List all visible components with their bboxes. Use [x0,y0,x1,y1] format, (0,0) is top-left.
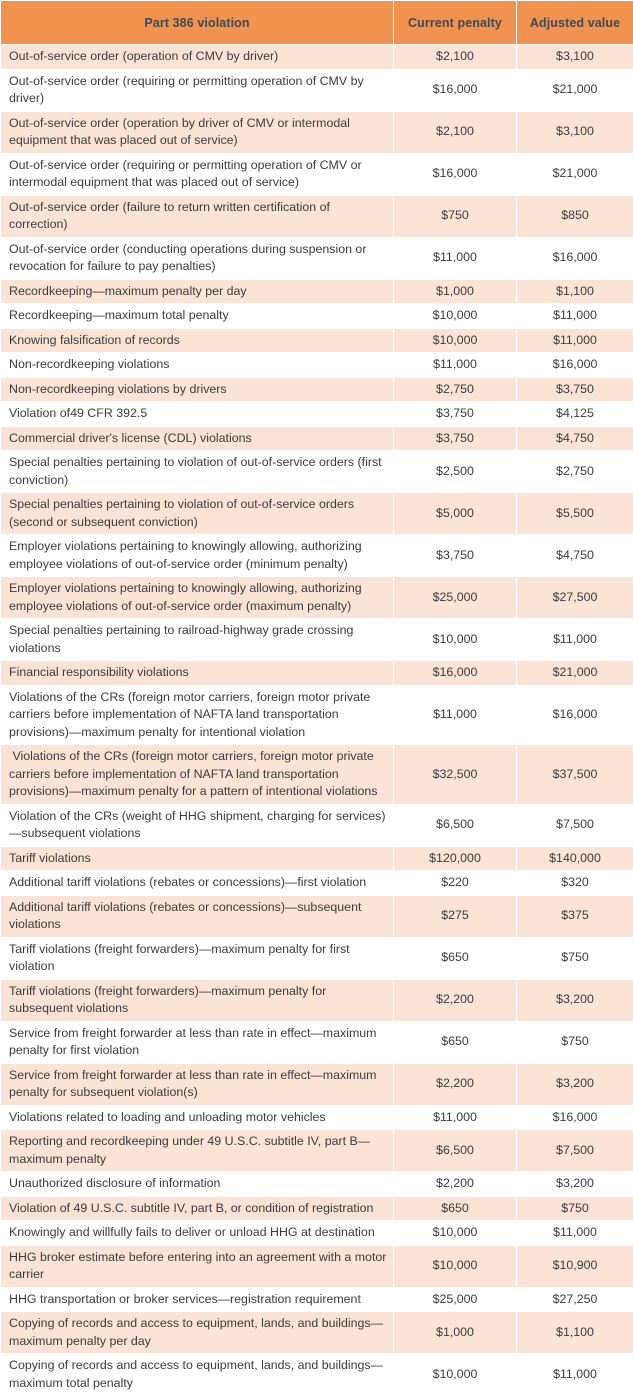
table-row [1,1106,633,1130]
cell-current-penalty: $10,000 [394,329,516,353]
cell-violation [1,304,393,328]
cell-violation [1,535,393,576]
cell-adjusted-value: $320 [517,871,633,895]
violation-text: Violations of the CRs (foreign motor carriers, foreign motor private carriers before implementation of NAFTA land transportation provisions)—maximum penalty for intentional violation [9,689,374,739]
cell-violation [1,1197,393,1221]
cell-violation [1,154,393,195]
cell-current-penalty: $10,000 [394,304,516,328]
cell-violation [1,402,393,426]
violation-text: Commercial driver's license (CDL) violations [9,430,252,445]
cell-violation [1,1130,393,1171]
table-row [1,1354,633,1395]
column-header-adjusted-value: Adjusted value [517,1,633,44]
cell-current-penalty: $2,500 [394,451,516,492]
cell-violation [1,619,393,660]
cell-current-penalty: $1,000 [394,1312,516,1353]
table-row [1,661,633,685]
violation-text: Unauthorized disclosure of information [9,1176,221,1190]
cell-adjusted-value: $11,000 [517,304,633,328]
table-row [1,280,633,304]
cell-violation [1,1221,393,1245]
cell-adjusted-value: $4,750 [517,427,633,451]
violation-text: Recordkeeping—maximum total penalty [9,308,229,322]
table-row [1,378,633,402]
table-row [1,619,633,660]
cell-violation [1,1246,393,1287]
table-row [1,451,633,492]
cell-adjusted-value: $1,100 [517,1312,633,1353]
violation-text: Non-recordkeeping violations by drivers [9,381,227,396]
cell-violation [1,353,393,377]
cell-violation [1,1288,393,1312]
violation-text: HHG broker estimate before entering into an agreement with a motor carrier [9,1249,390,1281]
cell-violation [1,238,393,279]
cell-adjusted-value: $11,000 [517,619,633,660]
cell-violation [1,427,393,451]
cell-adjusted-value: $21,000 [517,154,633,195]
cell-violation [1,745,393,804]
table-row [1,402,633,426]
cell-violation [1,280,393,304]
table-row [1,535,633,576]
violation-text: Out-of-service order (requiring or permitting operation of CMV or intermodal equipment that was placed out of service) [9,157,366,189]
cell-adjusted-value: $375 [517,896,633,937]
cell-current-penalty: $10,000 [394,1354,516,1395]
violation-text: Violation of49 CFR 392.5 [9,406,148,420]
violation-text: Special penalties pertaining to violation of out-of-service orders (first conviction) [9,455,386,487]
cell-current-penalty: $2,200 [394,980,516,1021]
cell-adjusted-value: $16,000 [517,686,633,745]
cell-adjusted-value: $16,000 [517,353,633,377]
violation-text: Non-recordkeeping violations [9,357,170,371]
table-row [1,304,633,328]
table-row [1,896,633,937]
cell-violation [1,329,393,353]
cell-adjusted-value: $5,500 [517,493,633,534]
table-row [1,154,633,195]
cell-current-penalty: $25,000 [394,1288,516,1312]
cell-adjusted-value: $750 [517,1022,633,1063]
violation-text: Employer violations pertaining to knowingly allowing, authorizing employee violations of out-of-service order (minimum penalty) [9,539,366,571]
table-row [1,1064,633,1105]
cell-violation [1,896,393,937]
table-body [1,45,633,1395]
cell-adjusted-value: $3,200 [517,1064,633,1105]
cell-violation [1,938,393,979]
cell-current-penalty: $120,000 [394,847,516,871]
table-row [1,238,633,279]
cell-violation [1,1064,393,1105]
cell-current-penalty: $3,750 [394,535,516,576]
violation-text: Copying of records and access to equipment, lands, and buildings—maximum total penalty [9,1358,384,1390]
cell-adjusted-value: $1,100 [517,280,633,304]
cell-current-penalty: $275 [394,896,516,937]
cell-current-penalty: $16,000 [394,661,516,685]
violation-text: Out-of-service order (failure to return written certification of correction) [9,199,334,231]
table-row [1,1246,633,1287]
violation-text: Financial responsibility violations [9,665,189,679]
violation-text: Reporting and recordkeeping under 49 U.S.C. subtitle IV, part B—maximum penalty [9,1134,371,1166]
cell-violation [1,577,393,618]
cell-violation [1,1312,393,1353]
cell-current-penalty: $1,000 [394,280,516,304]
cell-current-penalty: $11,000 [394,238,516,279]
cell-adjusted-value: $16,000 [517,1106,633,1130]
cell-violation [1,378,393,402]
cell-violation [1,1172,393,1196]
column-header-violation: Part 386 violation [1,1,393,44]
violation-text: Out-of-service order (conducting operations during suspension or revocation for failure to pay penalties) [9,241,370,273]
violation-text: Violations of the CRs (foreign motor carriers, foreign motor private carriers before implementation of NAFTA land transportation provisions)—maximum penalty for a pattern of intentional violations [9,749,378,798]
cell-violation [1,45,393,69]
violation-text: Violations related to loading and unloading motor vehicles [9,1109,326,1124]
cell-adjusted-value: $3,200 [517,1172,633,1196]
cell-violation [1,980,393,1021]
cell-current-penalty: $16,000 [394,154,516,195]
cell-adjusted-value: $7,500 [517,1130,633,1171]
table-header-row [1,1,633,44]
cell-adjusted-value: $11,000 [517,329,633,353]
cell-violation [1,805,393,846]
cell-current-penalty: $6,500 [394,805,516,846]
cell-adjusted-value: $11,000 [517,1354,633,1395]
table-row [1,805,633,846]
violation-text: Additional tariff violations (rebates or concessions)—subsequent violations [9,899,365,931]
cell-violation [1,493,393,534]
cell-current-penalty: $650 [394,1022,516,1063]
cell-violation [1,847,393,871]
cell-current-penalty: $750 [394,196,516,237]
cell-adjusted-value: $37,500 [517,745,633,804]
violation-text: Special penalties pertaining to railroad-highway grade crossing violations [9,623,357,655]
cell-current-penalty: $10,000 [394,1221,516,1245]
cell-adjusted-value: $27,250 [517,1288,633,1312]
cell-adjusted-value: $4,125 [517,402,633,426]
cell-adjusted-value: $4,750 [517,535,633,576]
cell-violation [1,871,393,895]
table-row [1,871,633,895]
violation-text: Service from freight forwarder at less than rate in effect—maximum penalty for first violation [9,1025,380,1057]
table-row [1,1172,633,1196]
cell-adjusted-value: $27,500 [517,577,633,618]
violation-text: Knowingly and willfully fails to deliver or unload HHG at destination [9,1225,375,1239]
cell-current-penalty: $11,000 [394,353,516,377]
table-row [1,353,633,377]
violation-text: Service from freight forwarder at less than rate in effect—maximum penalty for subsequent violation(s) [9,1067,380,1099]
violation-text: Tariff violations (freight forwarders)—maximum penalty for subsequent violations [9,983,330,1015]
violation-text: Copying of records and access to equipment, lands, and buildings—maximum penalty per day [9,1316,384,1348]
cell-adjusted-value: $3,100 [517,112,633,153]
violation-text: HHG transportation or broker services—registration requirement [9,1291,361,1306]
cell-current-penalty: $6,500 [394,1130,516,1171]
cell-violation [1,1106,393,1130]
cell-adjusted-value: $11,000 [517,1221,633,1245]
cell-violation [1,1354,393,1395]
cell-current-penalty: $32,500 [394,745,516,804]
cell-violation [1,1022,393,1063]
cell-current-penalty: $5,000 [394,493,516,534]
table-row [1,686,633,745]
violation-text: Tariff violations (freight forwarders)—maximum penalty for first violation [9,941,354,973]
table-row [1,427,633,451]
table-row [1,938,633,979]
table-row [1,1288,633,1312]
cell-current-penalty: $650 [394,1197,516,1221]
violation-text: Employer violations pertaining to knowingly allowing, authorizing employee violations of out-of-service order (maximum penalty) [9,581,366,613]
cell-current-penalty: $3,750 [394,402,516,426]
cell-current-penalty: $2,100 [394,112,516,153]
cell-violation [1,686,393,745]
violation-text: Special penalties pertaining to violation of out-of-service orders (second or subsequent conviction) [9,497,358,529]
table-row [1,1197,633,1221]
cell-adjusted-value: $750 [517,938,633,979]
table-row [1,112,633,153]
cell-current-penalty: $3,750 [394,427,516,451]
cell-adjusted-value: $10,900 [517,1246,633,1287]
cell-adjusted-value: $21,000 [517,661,633,685]
violation-text: Violation of the CRs (weight of HHG shipment, charging for services)—subsequent violations [9,808,386,840]
cell-current-penalty: $16,000 [394,70,516,111]
column-header-current-penalty: Current penalty [394,1,516,44]
cell-current-penalty: $10,000 [394,1246,516,1287]
cell-violation [1,112,393,153]
table-row [1,1022,633,1063]
cell-violation [1,196,393,237]
table-row [1,745,633,804]
cell-current-penalty: $650 [394,938,516,979]
cell-current-penalty: $2,200 [394,1064,516,1105]
table-row [1,70,633,111]
table-row [1,980,633,1021]
cell-adjusted-value: $21,000 [517,70,633,111]
cell-adjusted-value: $7,500 [517,805,633,846]
cell-adjusted-value: $3,200 [517,980,633,1021]
violation-text: Out-of-service order (requiring or permitting operation of CMV by driver) [9,73,368,105]
violation-text: Knowing falsification of records [9,332,180,347]
violation-text: Out-of-service order (operation by driver of CMV or intermodal equipment that was placed out of service) [9,115,354,147]
table-row [1,847,633,871]
cell-current-penalty: $11,000 [394,686,516,745]
violation-text: Out-of-service order (operation of CMV by driver) [9,49,279,63]
violation-text: Additional tariff violations (rebates or concessions)—first violation [9,875,367,889]
table-row [1,1130,633,1171]
cell-current-penalty: $10,000 [394,619,516,660]
table-header [1,1,633,44]
cell-adjusted-value: $3,100 [517,45,633,69]
cell-current-penalty: $2,750 [394,378,516,402]
cell-current-penalty: $25,000 [394,577,516,618]
violation-text: Tariff violations [9,850,91,865]
cell-adjusted-value: $850 [517,196,633,237]
cell-current-penalty: $220 [394,871,516,895]
cell-adjusted-value: $140,000 [517,847,633,871]
table-row [1,1221,633,1245]
cell-adjusted-value: $750 [517,1197,633,1221]
cell-current-penalty: $11,000 [394,1106,516,1130]
violation-text: Violation of 49 U.S.C. subtitle IV, part B, or condition of registration [9,1200,374,1215]
cell-adjusted-value: $16,000 [517,238,633,279]
table-row [1,1312,633,1353]
table-row [1,493,633,534]
cell-violation [1,451,393,492]
cell-violation [1,70,393,111]
cell-current-penalty: $2,100 [394,45,516,69]
table-row [1,329,633,353]
cell-violation [1,661,393,685]
table-row [1,196,633,237]
cell-adjusted-value: $2,750 [517,451,633,492]
cell-adjusted-value: $3,750 [517,378,633,402]
table-row [1,45,633,69]
cell-current-penalty: $2,200 [394,1172,516,1196]
violation-text: Recordkeeping—maximum penalty per day [9,283,247,298]
table-row [1,577,633,618]
